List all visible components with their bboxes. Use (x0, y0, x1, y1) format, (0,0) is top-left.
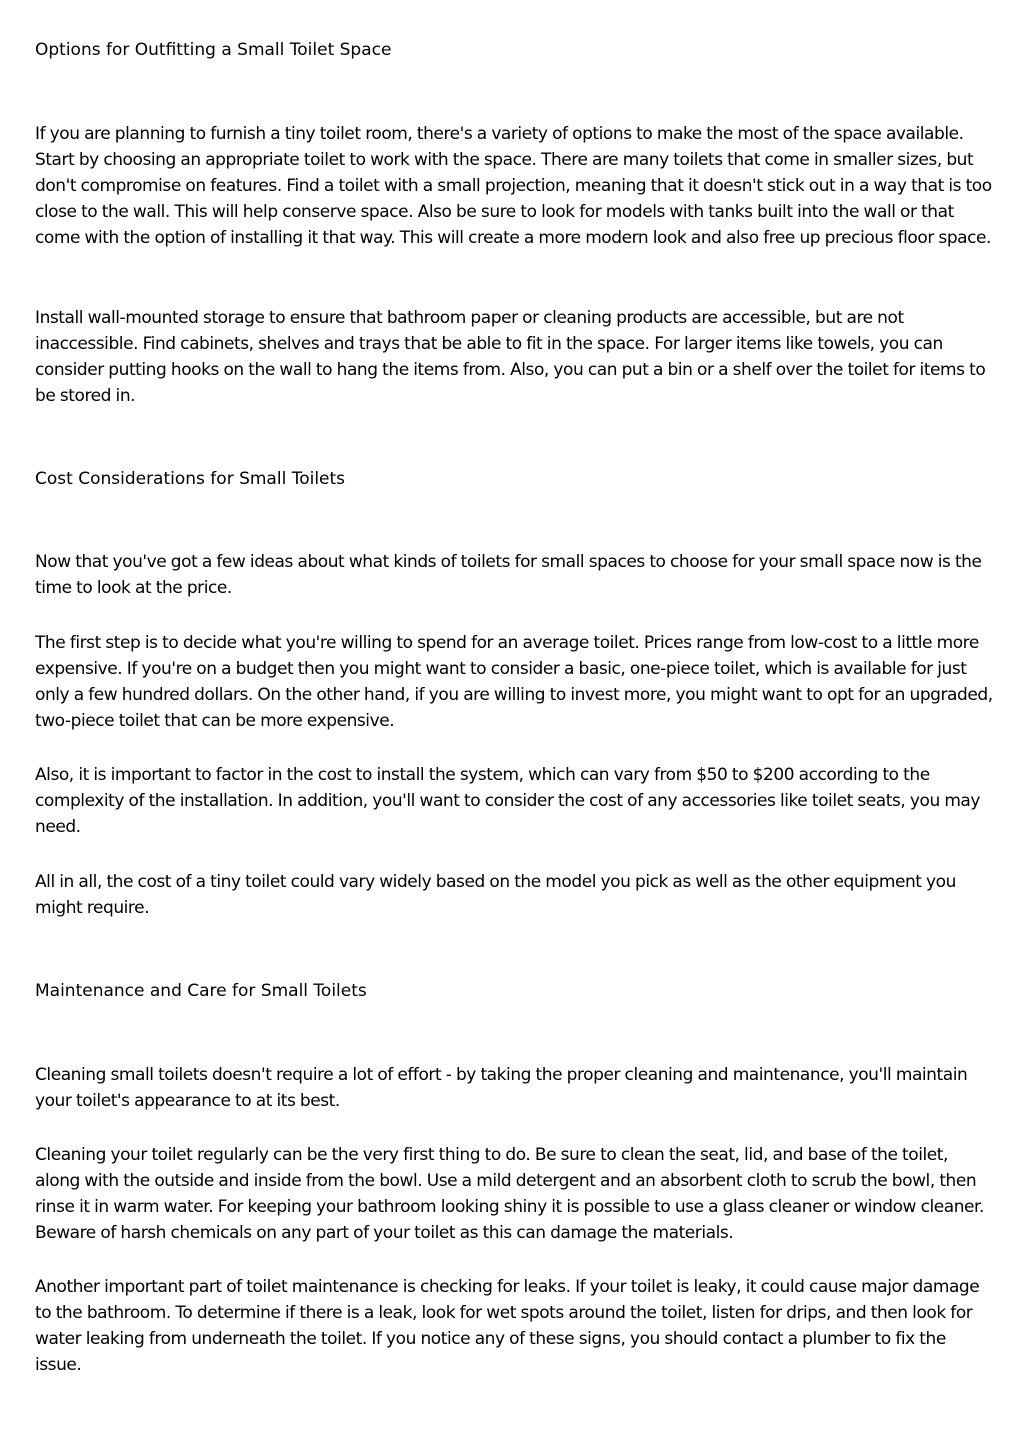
section-heading-outfitting: Options for Outfitting a Small Toilet Space (35, 40, 392, 60)
paragraph: Another important part of toilet maintenance is checking for leaks. If your toilet is leaky, it could cause major damage to the bathroom. To determine if there is a leak, look for wet spots around the toilet, listen for drips, and then look for water leaking from underneath the toilet. If you notice any of these signs, you should contact a plumber to fix the issue. (35, 1277, 980, 1375)
paragraph: The first step is to decide what you're willing to spend for an average toilet. Prices range from low-cost to a little more expensive. If you're on a budget then you might want to consider a basic, one-piece toilet, which is available for just only a few hundred dollars. On the other hand, if you are willing to invest more, you might want to opt for an upgraded, two-piece toilet that can be more expensive. (35, 633, 993, 731)
paragraph: Also, it is important to factor in the cost to install the system, which can vary from $50 to $200 according to the complexity of the installation. In addition, you'll want to consider the cost of any accessories like toilet seats, you may need. (35, 765, 981, 837)
paragraph: Install wall-mounted storage to ensure that bathroom paper or cleaning products are accessible, but are not inaccessible. Find cabinets, shelves and trays that be able to fit in the space. For larger items like towels, you can consider putting hooks on the wall to hang the items from. Also, you can put a bin or a shelf over the toilet for items to be stored in. (35, 308, 986, 406)
paragraph: If you are planning to furnish a tiny toilet room, there's a variety of options to make the most of the space available. Start by choosing an appropriate toilet to work with the space. There are many toilets that come in smaller sizes, but don't compromise on features. Find a toilet with a small projection, meaning that it doesn't stick out in a way that is too close to the wall. This will help conserve space. Also be sure to look for models with tanks built into the wall or that come with the option of installing it that way. This will create a more modern look and also free up precious floor space. (35, 124, 992, 248)
section-heading-maintenance: Maintenance and Care for Small Toilets (35, 981, 367, 1001)
paragraph: Now that you've got a few ideas about what kinds of toilets for small spaces to choose for your small space now is the time to look at the price. (35, 552, 982, 598)
section-heading-cost: Cost Considerations for Small Toilets (35, 469, 346, 489)
paragraph: Cleaning small toilets doesn't require a lot of effort - by taking the proper cleaning and maintenance, you'll maintain your toilet's appearance to at its best. (35, 1065, 968, 1111)
paragraph: Cleaning your toilet regularly can be the very first thing to do. Be sure to clean the seat, lid, and base of the toilet, along with the outside and inside from the bowl. Use a mild detergent and an absorbent cloth to scrub the bowl, then rinse it in warm water. For keeping your bathroom looking shiny it is possible to use a glass cleaner or window cleaner. Beware of harsh chemicals on any part of your toilet as this can damage the materials. (35, 1145, 984, 1243)
paragraph: All in all, the cost of a tiny toilet could vary widely based on the model you pick as well as the other equipment you might require. (35, 872, 956, 918)
